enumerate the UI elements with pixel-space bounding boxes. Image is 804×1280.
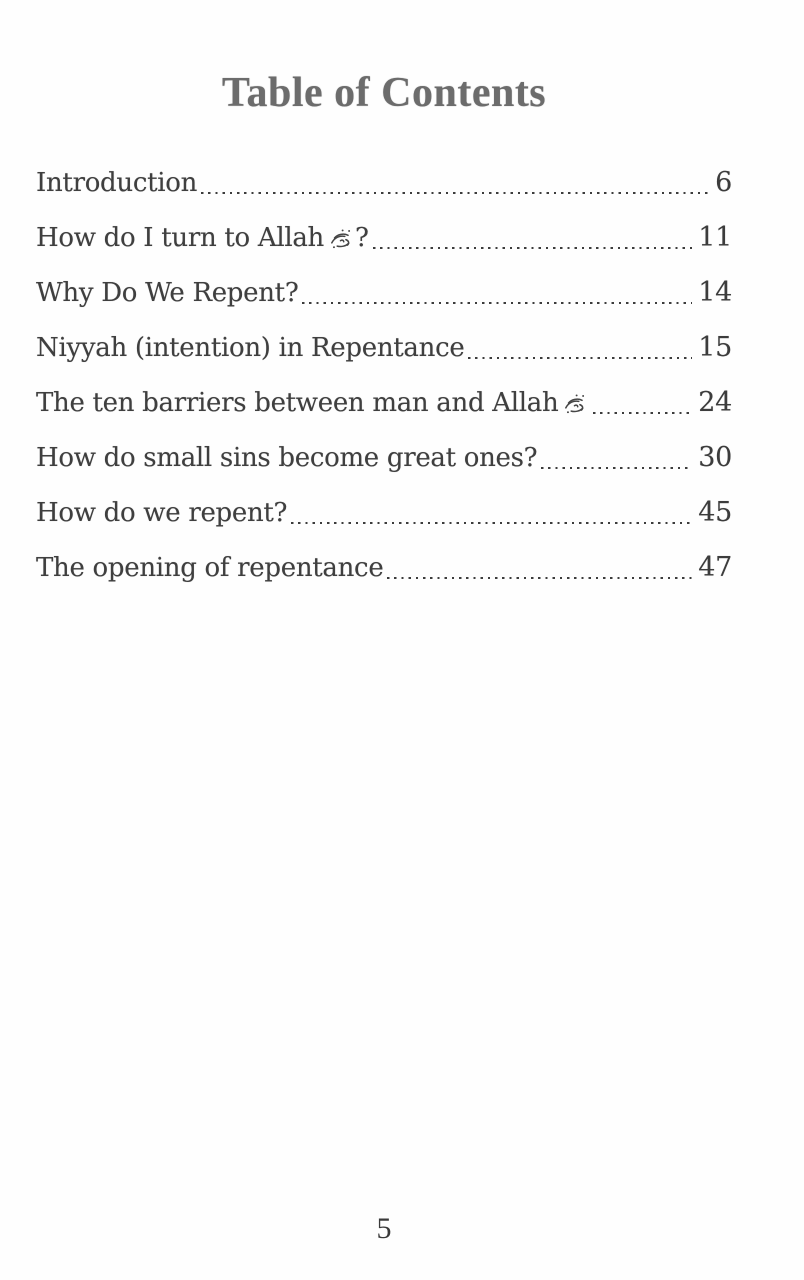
dot-leader xyxy=(291,512,692,524)
dot-leader xyxy=(302,292,692,304)
toc-entry-label: Why Do We Repent? xyxy=(36,278,299,309)
dot-leader xyxy=(373,237,693,249)
toc-entry-label: How do I turn to Allah ? xyxy=(36,223,369,254)
toc-entry-label: How do we repent? xyxy=(36,498,288,529)
toc-entry xyxy=(36,219,732,257)
toc-entry-label: Introduction xyxy=(36,168,198,199)
toc-entry-page-number: 47 xyxy=(698,552,732,584)
toc-entry-page-number: 24 xyxy=(698,387,732,419)
toc-entry-label: The ten barriers between man and Allah xyxy=(36,384,589,422)
page-content xyxy=(36,0,732,1280)
allah-calligraphy-icon xyxy=(328,225,354,251)
toc-entry-page-number: 15 xyxy=(698,332,732,364)
toc-entry-page-number: 6 xyxy=(715,167,732,199)
toc-entry xyxy=(36,164,732,202)
toc-entry xyxy=(36,329,732,367)
toc-entry xyxy=(36,439,732,477)
dot-leader xyxy=(593,402,692,414)
toc-entry xyxy=(36,549,732,587)
dot-leader xyxy=(201,182,709,194)
toc-entry xyxy=(36,274,732,312)
table-of-contents xyxy=(36,164,732,587)
toc-entry xyxy=(36,384,732,422)
toc-entry-page-number: 14 xyxy=(698,277,732,309)
dot-leader xyxy=(468,347,692,359)
dot-leader xyxy=(541,457,692,469)
dot-leader xyxy=(387,567,692,579)
toc-entry-label: Niyyah (intention) in Repentance xyxy=(36,333,465,364)
toc-entry-page-number: 45 xyxy=(698,497,732,529)
toc-entry-page-number: 30 xyxy=(698,442,732,474)
page-number: 5 xyxy=(376,1212,392,1245)
toc-entry-label: How do small sins become great ones? xyxy=(36,443,538,474)
page-title: Table of Contents xyxy=(221,70,547,116)
allah-calligraphy-icon xyxy=(562,390,588,416)
toc-entry-page-number: 11 xyxy=(698,222,732,254)
toc-entry-label: The opening of repentance xyxy=(36,553,384,584)
toc-entry xyxy=(36,494,732,532)
